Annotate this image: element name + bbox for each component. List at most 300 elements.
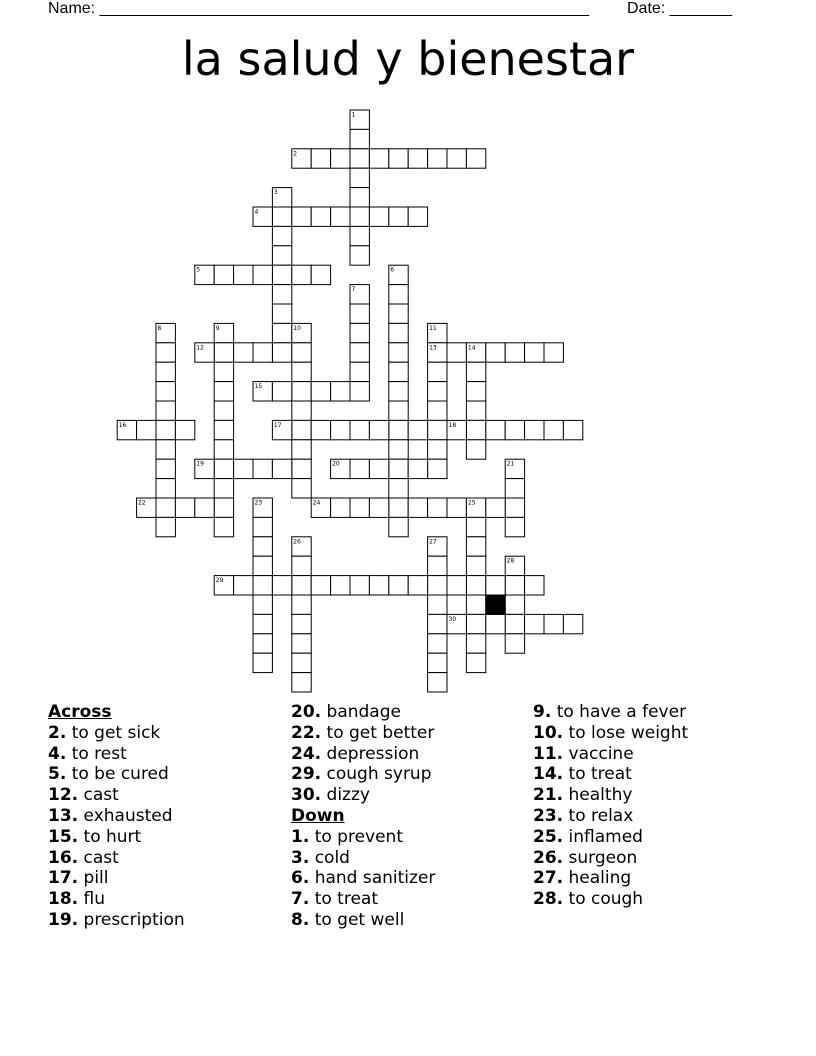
grid-cell[interactable] [428,440,447,459]
grid-cell[interactable] [466,420,485,439]
clue-number-21: 21 [506,460,515,468]
clue-item-text: to prevent [309,826,403,847]
clue-column-3 [533,702,773,910]
grid-cell[interactable] [389,323,408,342]
clue-number-30: 30 [448,615,457,623]
clue-item-number: 10. [533,722,564,743]
grid-cell[interactable] [331,207,350,226]
grid-cell[interactable] [466,595,485,614]
clue-number-5: 5 [196,266,201,274]
grid-cell[interactable] [156,362,175,381]
grid-cell[interactable] [272,576,291,595]
clue-item-text: inflamed [563,826,643,847]
grid-cell[interactable] [214,459,233,478]
clue-item [533,764,773,785]
grid-cell[interactable] [428,576,447,595]
clue-item-text: healthy [563,785,633,806]
grid-cell[interactable] [214,517,233,536]
grid-cell[interactable] [311,149,330,168]
clue-number-3: 3 [273,189,278,197]
clue-item-number: 17. [48,868,79,889]
grid-cell[interactable] [505,517,524,536]
clue-item-number: 9. [533,702,552,722]
grid-cell[interactable] [447,343,466,362]
grid-cell[interactable] [350,323,369,342]
clue-item-text: to cough [563,889,644,910]
clue-item-number: 6. [291,868,310,889]
grid-cell[interactable] [525,343,544,362]
clue-item [533,848,773,869]
grid-cell[interactable] [272,265,291,284]
grid-cell[interactable] [292,459,311,478]
grid-cell[interactable] [525,614,544,633]
grid-cell[interactable] [563,420,582,439]
grid-cell[interactable] [447,498,466,517]
date-field-label: Date: _______ [627,0,732,17]
grid-cell[interactable] [331,498,350,517]
grid-cell[interactable] [428,498,447,517]
grid-cell[interactable] [292,362,311,381]
clue-item-number: 25. [533,826,564,847]
clue-item [48,889,288,910]
grid-cell[interactable] [272,285,291,304]
grid-cell[interactable] [234,265,253,284]
clue-item [48,848,288,869]
grid-cell[interactable] [505,634,524,653]
grid-cell[interactable] [292,479,311,498]
clue-item-number: 23. [533,805,564,826]
grid-cell[interactable] [428,556,447,575]
grid-cell[interactable] [466,401,485,420]
grid-cell[interactable] [272,323,291,342]
grid-cell[interactable] [253,634,272,653]
clue-item-text: healing [563,868,632,889]
clue-item [533,785,773,806]
clue-item [48,868,288,889]
grid-cell[interactable] [389,285,408,304]
clue-number-2: 2 [293,150,298,158]
grid-cell[interactable] [214,479,233,498]
grid-cell[interactable] [408,149,427,168]
grid-cell[interactable] [369,149,388,168]
grid-cell[interactable] [350,168,369,187]
grid-cell[interactable] [292,595,311,614]
clue-number-10: 10 [293,324,301,332]
clue-number-28: 28 [506,557,515,565]
grid-cell[interactable] [292,207,311,226]
grid-cell[interactable] [466,614,485,633]
clue-number-23: 23 [254,499,263,507]
clue-item-text: to get sick [66,722,161,743]
grid-cell[interactable] [156,517,175,536]
clue-item-text: to have a fever [551,702,687,722]
grid-cell[interactable] [214,382,233,401]
grid-cell[interactable] [292,343,311,362]
clue-heading-across: Across [48,702,112,722]
grid-cell[interactable] [447,149,466,168]
grid-cell[interactable] [350,246,369,265]
clue-item-number: 1. [291,826,310,847]
grid-cell[interactable] [447,576,466,595]
clue-item-text: to lose weight [563,722,689,743]
grid-cell[interactable] [214,343,233,362]
clue-item-text: dizzy [321,785,370,806]
grid-cell[interactable] [428,614,447,633]
grid-cell[interactable] [505,420,524,439]
grid-cell[interactable] [466,576,485,595]
grid-cell[interactable] [466,362,485,381]
clue-item-number: 26. [533,847,564,868]
clue-item-text: to relax [563,805,634,826]
grid-cell[interactable] [156,459,175,478]
grid-cell[interactable] [137,420,156,439]
clue-number-18: 18 [448,421,457,429]
grid-cell[interactable] [389,207,408,226]
grid-cell[interactable] [350,188,369,207]
grid-cell[interactable] [466,382,485,401]
clue-item [533,868,773,889]
grid-cell[interactable] [466,556,485,575]
grid-cell[interactable] [311,207,330,226]
grid-cell[interactable] [408,420,427,439]
clue-number-8: 8 [157,324,162,332]
clue-item-number: 5. [48,764,67,785]
grid-cell[interactable] [544,343,563,362]
clue-item-number: 13. [48,805,79,826]
grid-cell[interactable] [292,265,311,284]
clue-item-number: 20. [291,702,322,722]
clue-number-14: 14 [467,344,476,352]
grid-cell[interactable] [350,459,369,478]
clue-item-text: cold [309,847,350,868]
grid-cell[interactable] [311,382,330,401]
grid-cell[interactable] [428,382,447,401]
grid-cell[interactable] [253,537,272,556]
clue-item-text: vaccine [563,743,634,764]
grid-cell[interactable] [350,420,369,439]
grid-cell[interactable] [234,459,253,478]
clue-item [48,785,288,806]
grid-cell[interactable] [292,653,311,672]
clue-item-text: cough syrup [321,764,432,785]
clue-item-text: surgeon [563,847,638,868]
clue-item [291,764,531,785]
grid-cell[interactable] [292,556,311,575]
name-field-label: Name: _______________________________________________________ [48,0,589,17]
grid-cell[interactable] [428,362,447,381]
grid-cell[interactable] [350,207,369,226]
grid-cell[interactable] [369,207,388,226]
clue-item [291,889,531,910]
grid-cell[interactable] [331,420,350,439]
clue-item [533,806,773,827]
grid-cell[interactable] [156,440,175,459]
clue-item-number: 8. [291,909,310,930]
grid-cell[interactable] [253,343,272,362]
grid-cell[interactable] [175,420,194,439]
grid-cell[interactable] [389,459,408,478]
clue-item-number: 19. [48,909,79,930]
grid-cell[interactable] [505,576,524,595]
grid-cell[interactable] [544,614,563,633]
grid-cell[interactable] [466,440,485,459]
grid-cell[interactable] [486,614,505,633]
grid-cell[interactable] [389,382,408,401]
clue-item-text: cast [78,847,119,868]
grid-cell[interactable] [408,576,427,595]
clue-item-number: 22. [291,722,322,743]
page-title: la salud y bienestar [181,32,635,86]
grid-cell[interactable] [331,382,350,401]
grid-cell[interactable] [156,498,175,517]
clue-item [48,910,288,931]
grid-cell[interactable] [350,129,369,148]
grid-cell[interactable] [292,673,311,692]
grid-cell[interactable] [389,343,408,362]
clue-item-text: hand sanitizer [309,868,436,889]
clue-item [533,702,773,723]
grid-cell[interactable] [253,517,272,536]
grid-cell[interactable] [350,362,369,381]
grid-cell[interactable] [505,343,524,362]
clue-number-7: 7 [351,286,356,294]
grid-cell[interactable] [311,265,330,284]
clue-number-12: 12 [196,344,204,352]
grid-cell[interactable] [544,420,563,439]
grid-cell[interactable] [331,576,350,595]
grid-cell[interactable] [350,382,369,401]
clue-item-number: 3. [291,847,310,868]
grid-cell[interactable] [408,459,427,478]
clue-number-24: 24 [312,499,321,507]
clue-item-text: prescription [78,909,185,930]
clue-item [291,868,531,889]
grid-cell[interactable] [272,343,291,362]
grid-cell[interactable] [214,362,233,381]
grid-cell[interactable] [214,440,233,459]
clue-item-text: cast [78,785,119,806]
clue-item [291,827,531,848]
grid-cell[interactable] [253,459,272,478]
grid-cell[interactable] [272,459,291,478]
grid-cell[interactable] [525,576,544,595]
grid-cell[interactable] [389,401,408,420]
grid-cell[interactable] [311,576,330,595]
grid-cell[interactable] [292,401,311,420]
clue-item-number: 24. [291,743,322,764]
clue-item [48,723,288,744]
grid-cell[interactable] [272,226,291,245]
grid-cell[interactable] [292,634,311,653]
grid-cell[interactable] [428,420,447,439]
grid-cell[interactable] [292,576,311,595]
grid-cell[interactable] [428,634,447,653]
blocked-cell [486,595,505,614]
grid-cell[interactable] [525,420,544,439]
grid-cell[interactable] [156,420,175,439]
clue-item-text: to get well [309,909,405,930]
grid-cell[interactable] [311,420,330,439]
clue-item-number: 15. [48,826,79,847]
grid-cell[interactable] [486,343,505,362]
grid-cell[interactable] [486,576,505,595]
grid-cell[interactable] [408,207,427,226]
clue-item-number: 12. [48,785,79,806]
grid-cell[interactable] [350,304,369,323]
grid-cell[interactable] [214,498,233,517]
grid-cell[interactable] [369,459,388,478]
grid-cell[interactable] [389,517,408,536]
grid-cell[interactable] [389,498,408,517]
clue-item-text: to get better [321,722,435,743]
grid-cell[interactable] [428,673,447,692]
grid-cell[interactable] [389,149,408,168]
grid-cell[interactable] [292,614,311,633]
grid-cell[interactable] [156,401,175,420]
grid-cell[interactable] [195,498,214,517]
grid-cell[interactable] [486,498,505,517]
grid-cell[interactable] [350,576,369,595]
clue-item-number: 28. [533,889,564,910]
grid-cell[interactable] [214,420,233,439]
clue-number-29: 29 [215,577,224,585]
clue-item-number: 4. [48,743,67,764]
clue-number-4: 4 [254,208,259,216]
clue-number-13: 13 [429,344,437,352]
clue-item [533,723,773,744]
clue-item-number: 11. [533,743,564,764]
clue-item-text: pill [78,868,109,889]
grid-cell[interactable] [428,595,447,614]
clue-item [291,785,531,806]
clue-number-26: 26 [293,538,301,546]
grid-cell[interactable] [253,595,272,614]
grid-cell[interactable] [156,479,175,498]
clue-item-number: 30. [291,785,322,806]
clue-number-15: 15 [254,383,263,391]
grid-cell[interactable] [292,440,311,459]
grid-cell[interactable] [214,401,233,420]
clue-item-number: 2. [48,722,67,743]
grid-cell[interactable] [253,265,272,284]
clue-item-text: flu [78,889,106,910]
clue-number-9: 9 [215,324,220,332]
grid-cell[interactable] [253,576,272,595]
clue-column-2 [291,702,531,931]
clue-item-number: 7. [291,889,310,910]
grid-cell[interactable] [389,479,408,498]
clue-item-text: to treat [563,764,632,785]
clue-item [48,806,288,827]
clue-item-number: 21. [533,785,564,806]
grid-cell[interactable] [253,614,272,633]
grid-cell[interactable] [408,498,427,517]
grid-cell[interactable] [505,498,524,517]
grid-cell[interactable] [272,207,291,226]
clue-number-19: 19 [196,460,204,468]
clue-item [533,827,773,848]
grid-cell[interactable] [428,149,447,168]
grid-cell[interactable] [272,304,291,323]
grid-cell[interactable] [466,517,485,536]
clue-item [291,848,531,869]
grid-cell[interactable] [389,362,408,381]
clue-item-number: 16. [48,847,79,868]
grid-cell[interactable] [369,498,388,517]
grid-cell[interactable] [331,149,350,168]
clue-number-16: 16 [118,421,127,429]
clue-item-number: 29. [291,764,322,785]
clue-number-27: 27 [429,538,437,546]
clue-number-1: 1 [351,111,356,119]
clue-column-1 [48,702,288,931]
grid-cell[interactable] [466,634,485,653]
clue-item-text: depression [321,743,420,764]
clue-item-number: 18. [48,889,79,910]
grid-cell[interactable] [350,149,369,168]
grid-cell[interactable] [292,420,311,439]
grid-cell[interactable] [466,653,485,672]
grid-cell[interactable] [350,343,369,362]
grid-cell[interactable] [505,614,524,633]
grid-cell[interactable] [350,498,369,517]
grid-cell[interactable] [389,420,408,439]
grid-cell[interactable] [389,576,408,595]
grid-cell[interactable] [389,440,408,459]
grid-cell[interactable] [369,420,388,439]
clue-item [291,744,531,765]
clue-item [48,744,288,765]
grid-cell[interactable] [428,401,447,420]
clue-item-text: to treat [309,889,378,910]
grid-cell[interactable] [563,614,582,633]
clue-item-text: to rest [66,743,127,764]
grid-cell[interactable] [292,382,311,401]
grid-cell[interactable] [428,459,447,478]
grid-cell[interactable] [234,343,253,362]
clue-item [533,744,773,765]
grid-cell[interactable] [253,556,272,575]
clue-item-number: 14. [533,764,564,785]
grid-cell[interactable] [350,226,369,245]
grid-cell[interactable] [156,382,175,401]
grid-cell[interactable] [253,653,272,672]
grid-cell[interactable] [234,576,253,595]
grid-cell[interactable] [486,420,505,439]
clue-item [291,702,531,723]
grid-cell[interactable] [466,149,485,168]
grid-cell[interactable] [505,479,524,498]
grid-cell[interactable] [156,343,175,362]
grid-cell[interactable] [272,246,291,265]
clue-item-number: 27. [533,868,564,889]
clue-number-6: 6 [390,266,395,274]
grid-cell[interactable] [389,304,408,323]
grid-cell[interactable] [369,576,388,595]
grid-cell[interactable] [272,382,291,401]
grid-cell[interactable] [428,653,447,672]
grid-cell[interactable] [175,498,194,517]
clue-item [291,723,531,744]
clue-item [48,764,288,785]
grid-cell[interactable] [214,265,233,284]
clue-item [291,910,531,931]
clue-item-text: bandage [321,702,401,722]
grid-cell[interactable] [505,595,524,614]
clue-number-17: 17 [273,421,282,429]
grid-cell[interactable] [466,537,485,556]
clue-item-text: to hurt [78,826,142,847]
